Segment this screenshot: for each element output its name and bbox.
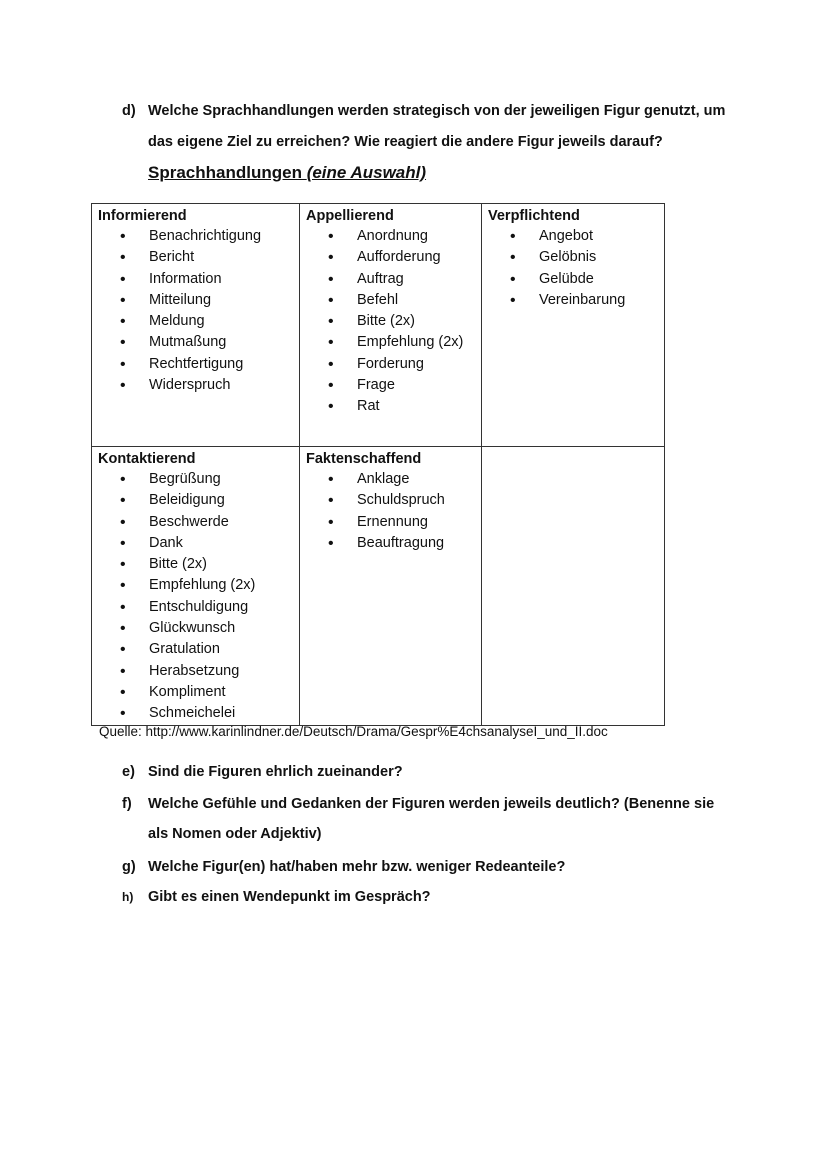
cell-heading: Verpflichtend (488, 208, 580, 224)
cell-faktenschaffend (300, 447, 482, 726)
list-item: • Beauftragung (328, 533, 481, 554)
question-f-line2: als Nomen oder Adjektiv) (148, 826, 322, 842)
list-item: • Bericht (120, 247, 299, 268)
cell-verpflichtend (482, 204, 665, 447)
list-item: • Gelöbnis (510, 247, 664, 268)
list-item: • Ernennung (328, 512, 481, 533)
list-item: • Schmeichelei (120, 703, 299, 724)
list-item: • Aufforderung (328, 247, 481, 268)
speech-acts-table (91, 203, 665, 726)
question-h-text: Gibt es einen Wendepunkt im Gespräch? (148, 889, 431, 905)
question-e (122, 763, 772, 783)
question-d-line2: das eigene Ziel zu erreichen? Wie reagiert die andere Figur jeweils darauf? (148, 134, 663, 150)
list-item: • Forderung (328, 354, 481, 375)
question-g (122, 858, 772, 878)
list-item: • Rechtfertigung (120, 354, 299, 375)
list-item: • Mutmaßung (120, 332, 299, 353)
list-item: • Dank (120, 533, 299, 554)
list-item: • Auftrag (328, 269, 481, 290)
cell-informierend (92, 204, 300, 447)
cell-heading: Faktenschaffend (306, 451, 422, 467)
question-g-text: Welche Figur(en) hat/haben mehr bzw. weniger Redeanteile? (148, 859, 566, 875)
list-item: • Schuldspruch (328, 490, 481, 511)
source-citation: Quelle: http://www.karinlindner.de/Deutsch/Drama/Gespr%E4chsanalyseI_und_II.doc (99, 724, 608, 739)
list-item: • Information (120, 269, 299, 290)
list-item: • Herabsetzung (120, 661, 299, 682)
list-item: • Beleidigung (120, 490, 299, 511)
list-item: • Bitte (2x) (120, 554, 299, 575)
speech-act-list (482, 226, 664, 311)
section-heading (148, 163, 426, 183)
list-item: • Beschwerde (120, 512, 299, 533)
list-item: • Entschuldigung (120, 597, 299, 618)
list-item: • Widerspruch (120, 375, 299, 396)
cell-empty (482, 447, 665, 726)
list-item: • Mitteilung (120, 290, 299, 311)
question-d-line1: Welche Sprachhandlungen werden strategisch von der jeweiligen Figur genutzt, um (148, 103, 726, 119)
cell-heading: Informierend (98, 208, 187, 224)
list-item: • Rat (328, 396, 481, 417)
cell-heading: Appellierend (306, 208, 394, 224)
list-item: • Kompliment (120, 682, 299, 703)
speech-act-list (300, 226, 481, 418)
question-f-label: f) (122, 796, 132, 812)
cell-heading: Kontaktierend (98, 451, 196, 467)
speech-act-list (92, 469, 299, 725)
question-f-line1: Welche Gefühle und Gedanken der Figuren werden jeweils deutlich? (Benenne sie (148, 796, 715, 812)
list-item: • Anordnung (328, 226, 481, 247)
list-item: • Angebot (510, 226, 664, 247)
question-h (122, 888, 772, 908)
list-item: • Empfehlung (2x) (120, 575, 299, 596)
list-item: • Empfehlung (2x) (328, 332, 481, 353)
section-heading-main: Sprachhandlungen (148, 163, 307, 182)
cell-kontaktierend (92, 447, 300, 726)
list-item: • Glückwunsch (120, 618, 299, 639)
cell-appellierend (300, 204, 482, 447)
list-item: • Frage (328, 375, 481, 396)
speech-act-list (300, 469, 481, 554)
list-item: • Bitte (2x) (328, 311, 481, 332)
section-heading-italic: (eine Auswahl) (306, 163, 427, 182)
list-item: • Begrüßung (120, 469, 299, 490)
question-e-text: Sind die Figuren ehrlich zueinander? (148, 764, 403, 780)
question-d (122, 102, 772, 162)
question-g-label: g) (122, 859, 136, 875)
list-item: • Benachrichtigung (120, 226, 299, 247)
question-d-label: d) (122, 103, 136, 119)
question-h-label: h) (122, 890, 134, 904)
question-f (122, 795, 772, 845)
list-item: • Vereinbarung (510, 290, 664, 311)
list-item: • Gelübde (510, 269, 664, 290)
list-item: • Anklage (328, 469, 481, 490)
question-e-label: e) (122, 764, 135, 780)
list-item: • Gratulation (120, 639, 299, 660)
speech-act-list (92, 226, 299, 396)
list-item: • Meldung (120, 311, 299, 332)
list-item: • Befehl (328, 290, 481, 311)
